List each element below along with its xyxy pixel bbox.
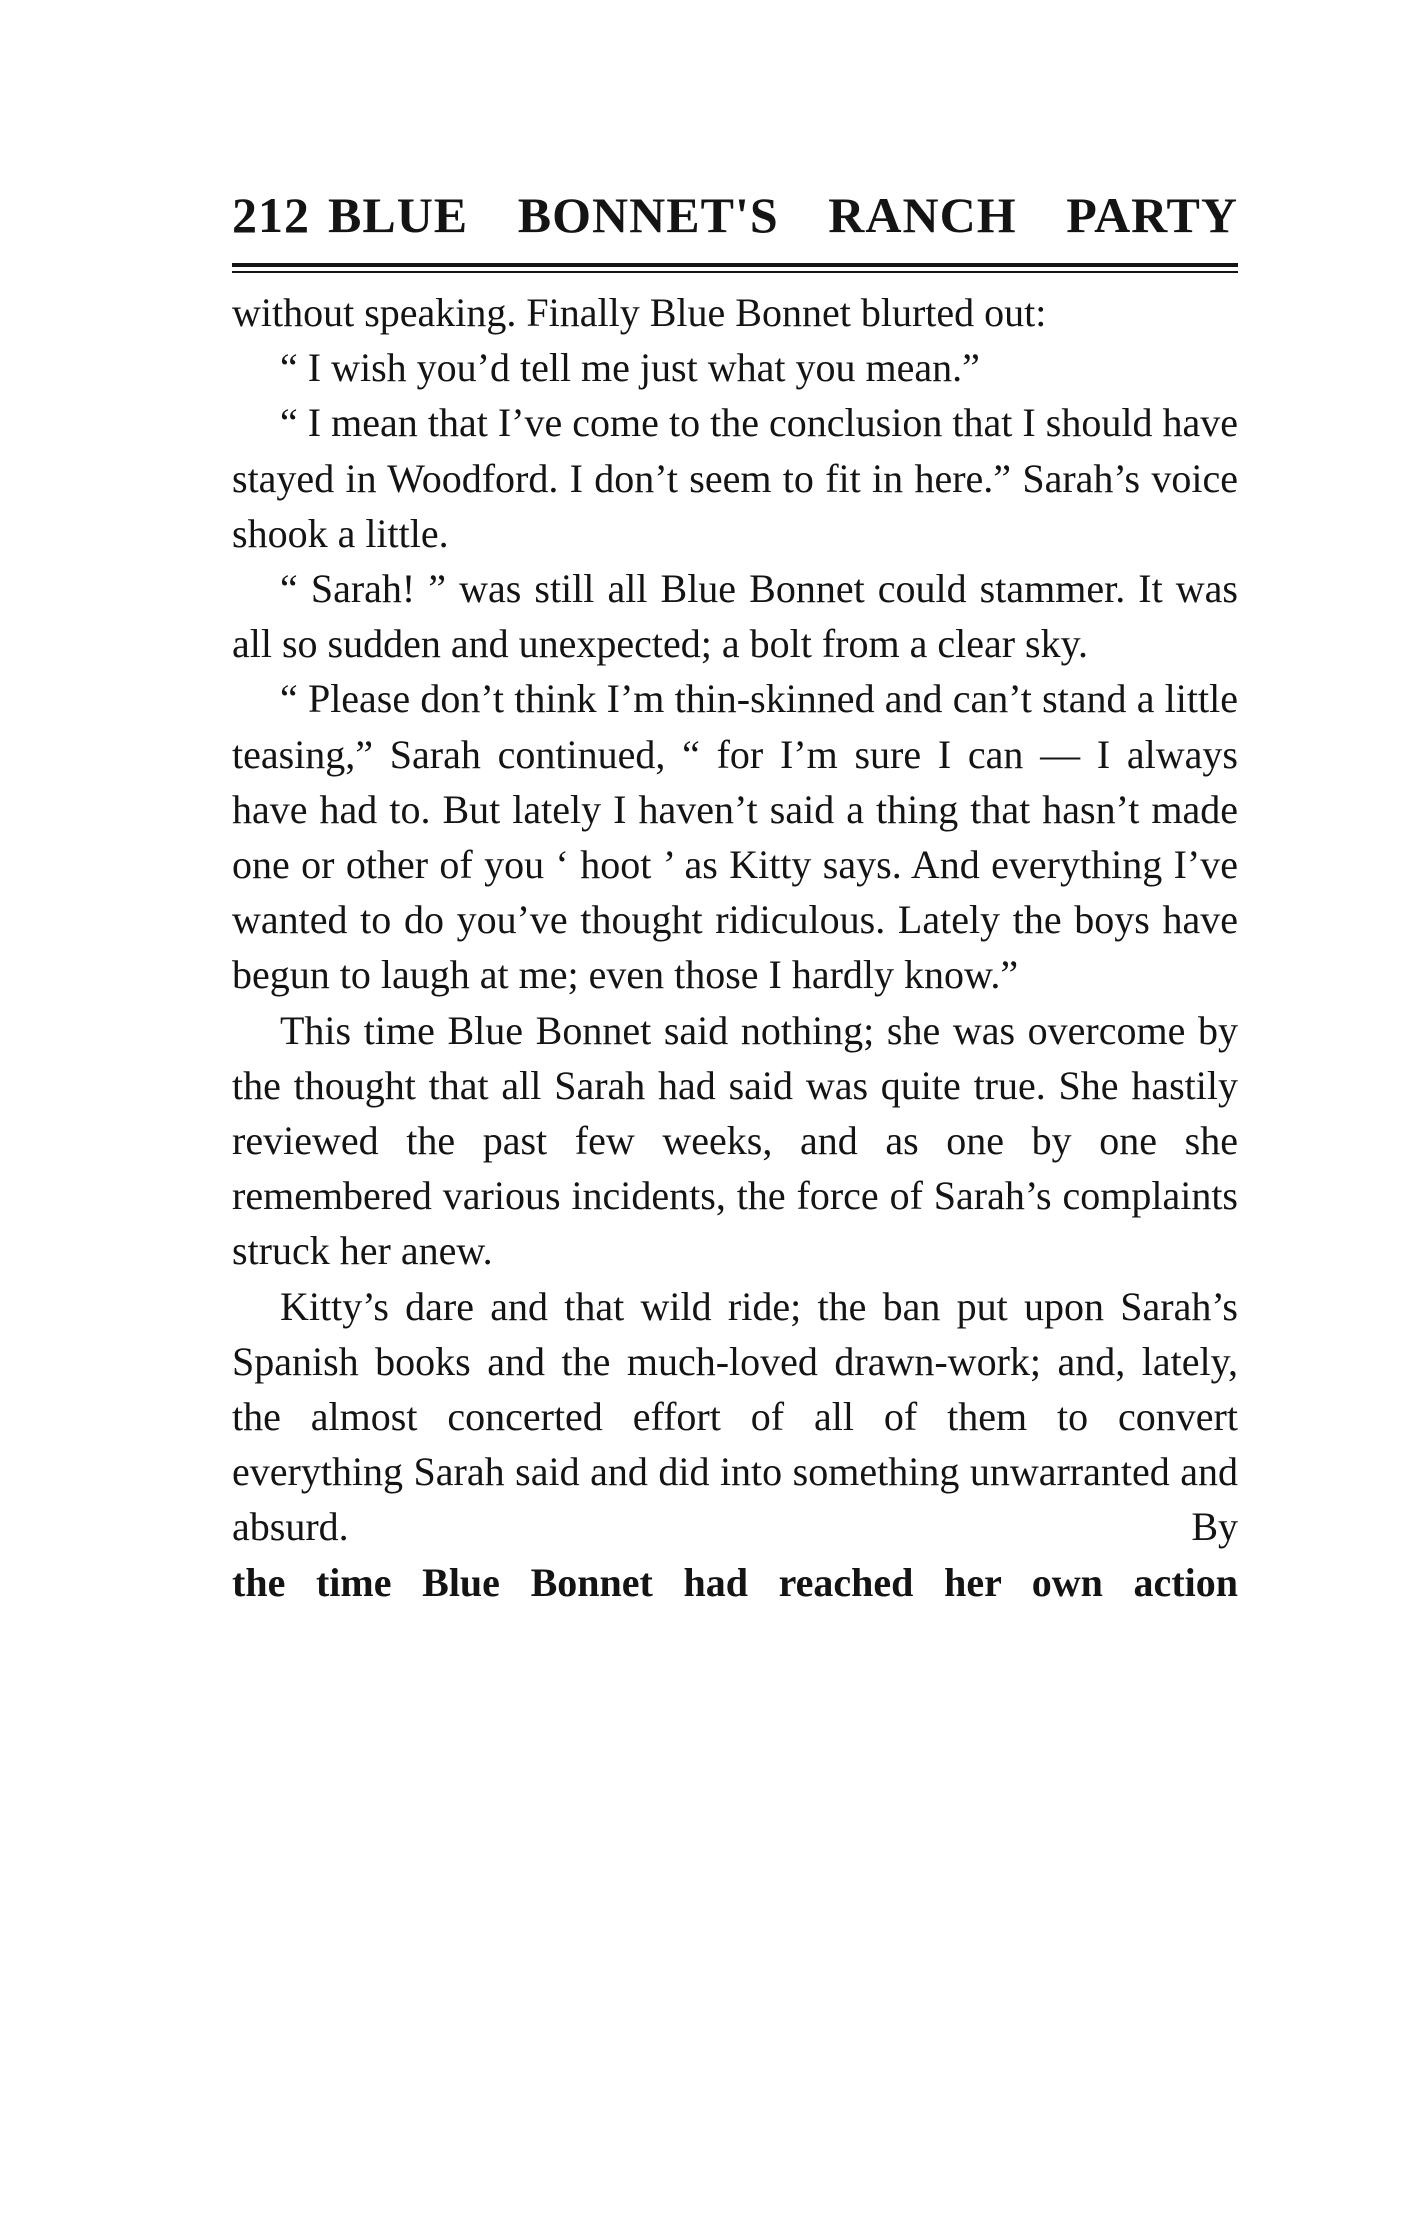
body-text	[232, 285, 1238, 1610]
header-rule-thin	[232, 271, 1238, 273]
paragraph: without speaking. Finally Blue Bonnet blurted out:	[232, 290, 1047, 335]
book-page	[232, 185, 1238, 1610]
paragraph: the time Blue Bonnet had reached her own action	[232, 1559, 1238, 1605]
header-rule-thick	[232, 263, 1238, 267]
page-number: 212	[232, 187, 310, 243]
running-title: BLUE BONNET'S RANCH PARTY	[328, 187, 1238, 243]
paragraph: “ I mean that I’ve come to the conclusion that I should have stayed in Woodford. I don’t seem to fit in here.” Sarah’s voice shook a little.	[232, 400, 1238, 556]
running-head	[232, 185, 1238, 245]
paragraph: “ I wish you’d tell me just what you mean.”	[280, 345, 980, 391]
paragraph: “ Please don’t think I’m thin-skinned and can’t stand a little teasing,” Sarah continued, “ for I’m sure I can — I always have had to. But lately I haven’t said a thing that hasn’t made one or other of you ‘ hoot ’ as Kitty says. And everything I’ve wanted to do you’ve thought ridiculous. Lately the boys have begun to laugh at me; even those I hardly know.”	[232, 676, 1238, 998]
paragraph: “ Sarah! ” was still all Blue Bonnet could stammer. It was all so sudden and unexpected; a bolt from a clear sky.	[232, 566, 1238, 667]
paragraph: This time Blue Bonnet said nothing; she was overcome by the thought that all Sarah had said was quite true. She hastily reviewed the past few weeks, and as one by one she remembered various incidents, the force of Sarah’s complaints struck her anew.	[232, 1007, 1238, 1274]
paragraph: Kitty’s dare and that wild ride; the ban put upon Sarah’s Spanish books and the much-loved drawn-work; and, lately, the almost concerted effort of all of them to convert everything Sarah said and did into something unwarranted and absurd. By	[232, 1283, 1238, 1550]
